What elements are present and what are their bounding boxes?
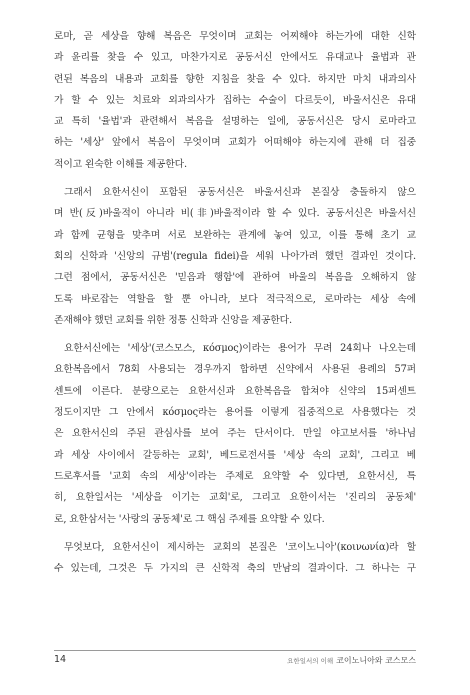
text-line: 수 있는데, 그것은 두 가지의 큰 신학적 축의 만남의 결과이다. 그 하나는 구 — [54, 563, 416, 575]
text-line: 센트에 이른다. 분량으로는 요한서신과 요한복음을 합쳐야 신약의 15퍼센트 — [54, 385, 416, 397]
text-line: 교 특히 '율법'과 관련해서 복음을 설명하는 일에, 공동서신은 당시 로마라고 — [54, 116, 416, 128]
text-line: 가 할 수 있는 치료와 외과의사가 집하는 수술이 다르듯이, 바울서신은 유대 — [54, 94, 416, 106]
paragraph — [54, 537, 416, 580]
text-line: 정도이지만 그 안에서 κόσμος라는 용어를 이렇게 집중적으로 사용했다는 것 — [54, 407, 416, 419]
text-line: 존재해야 했던 교회를 위한 정통 신학과 신앙을 제공한다. — [54, 314, 292, 326]
running-header-book-title: 요한일서의 이해 — [287, 657, 334, 665]
running-header — [287, 655, 416, 666]
text-line: 은 요한서신의 주된 관심사를 보여 주는 단서이다. 만일 야고보서를 '하나님 — [54, 428, 416, 440]
text-line: 하는 '세상' 앞에서 복음이 무엇이며 교회가 어떠해야 하는지에 관해 더 집중 — [54, 137, 416, 149]
text-line: 히, 요한일서는 '세상을 이기는 교회'로, 그리고 요한이서는 '진리의 공동체' — [54, 492, 416, 504]
running-header-chapter-title: 코이노니아와 코스모스 — [336, 656, 416, 665]
text-line: 그런 점에서, 공동서신은 '믿음과 행함'에 관하여 바울의 복음을 오해하지 않 — [54, 272, 416, 284]
text-line: 며 반(反)바울적이 아니라 비(非)바울적이라 할 수 있다. 공동서신은 바울서신 — [54, 208, 416, 220]
paragraph — [54, 182, 416, 331]
text-line: 적이고 왼숙한 이해를 제공한다. — [54, 158, 187, 170]
text-line: 회의 신학과 '신앙의 규범'(regula fidei)을 세워 나아가려 했던 결과인 것이다. — [54, 250, 416, 262]
text-line: 도록 바로잡는 역할을 할 뿐 아니라, 보다 적극적으로, 로마라는 세상 속에 — [54, 293, 416, 305]
text-line: 로마, 곧 세상을 향해 복음은 무엇이며 교회는 어찌해야 하는가에 대한 신학 — [54, 31, 416, 42]
text-line: 련된 복음의 내용과 교회를 향한 지침을 찾을 수 있다. 하지만 마치 내과의사 — [54, 73, 416, 85]
text-line: 로, 요한삼서는 '사랑의 공동체'로 그 핵심 주제를 요약할 수 있다. — [54, 513, 325, 525]
text-line: 요한서신에는 '세상'(코스모스, κόσμος)이라는 용어가 무려 24회나 나오는데 — [64, 343, 416, 355]
paragraph — [54, 338, 416, 530]
text-line: 그래서 요한서신이 포함된 공동서신은 바울서신과 본질상 충돌하지 않으 — [64, 187, 416, 199]
text-line: 과 함께 균형을 맞추며 서로 보완하는 관계에 놓여 있고, 이를 통해 초기 교 — [54, 229, 416, 241]
text-line: 과 윤리를 찾을 수 있고, 마찬가지로 공동서신 안에서도 유대교나 율법과 관 — [54, 52, 416, 64]
body-text — [54, 26, 416, 579]
text-line: 무엇보다, 요한서신이 제시하는 교회의 본질은 '코이노니아'(κοινωνία)라 할 — [64, 541, 416, 553]
text-line: 요한복음에서 78회 사용되는 경우까지 합하면 신약에서 사용된 용례의 57퍼 — [54, 364, 416, 376]
text-line: 과 세상 사이에서 갈등하는 교회', 베드로전서를 '세상 속의 교회', 그리고 베 — [54, 449, 416, 461]
footer-divider — [54, 650, 416, 651]
page-number: 14 — [54, 654, 67, 665]
text-line: 드로후서를 '교회 속의 세상'이라는 주제로 요약할 수 있다면, 요한서신, 특 — [54, 470, 416, 482]
paragraph — [54, 26, 416, 175]
